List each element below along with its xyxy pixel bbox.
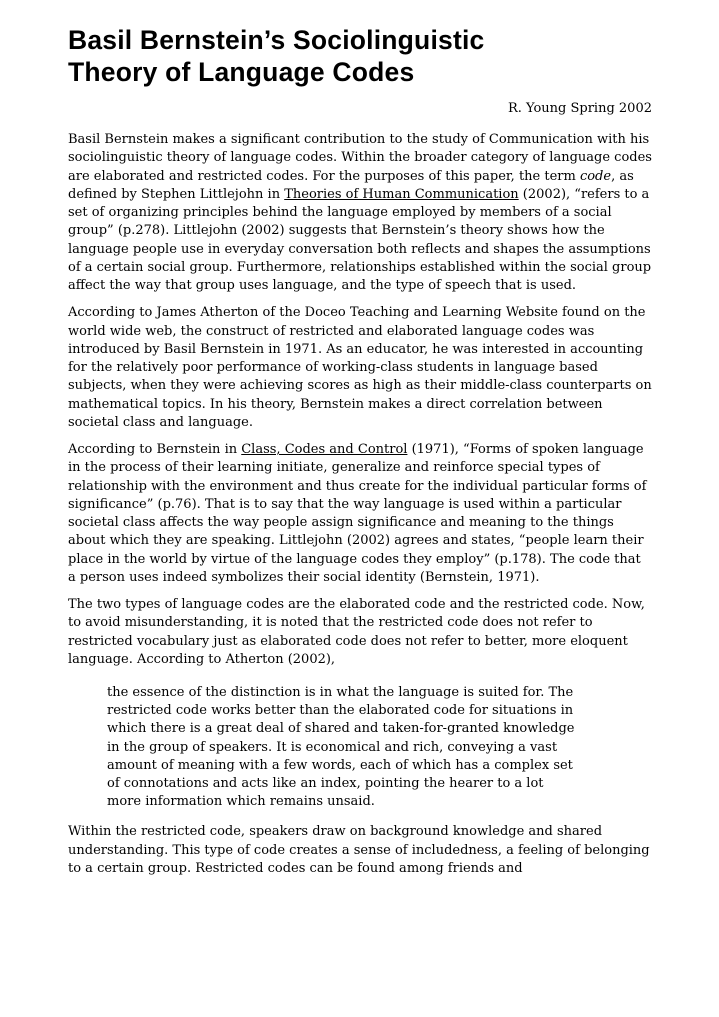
paragraph-5: Within the restricted code, speakers draw on background knowledge and shared understanding. This type of code creates a sense of includedness, a feeling of belonging to a certain group. Restricted codes can be found among friends and bbox=[68, 824, 650, 876]
paragraph-3-text-a: According to Bernstein in bbox=[68, 442, 242, 457]
quote-line: restricted code works better than the elaborated code for situations in bbox=[107, 703, 574, 719]
paragraph-1-text-c: , as defined by Stephen Littlejohn in bbox=[68, 168, 634, 202]
term-code: code bbox=[579, 168, 612, 184]
paragraph-4: The two types of language codes are the elaborated code and the restricted code. Now, to avoid misunderstanding, it is noted that the restricted code does not refer to restricted vocabulary just as elaborated code does not refer to better, more eloquent language. According to Atherton (2002), bbox=[68, 597, 645, 667]
book-title-theories: Theories of Human Communication bbox=[284, 186, 519, 202]
book-title-class-codes: Class, Codes and Control bbox=[241, 442, 408, 457]
paragraph-3 bbox=[68, 441, 652, 587]
block-quote bbox=[107, 684, 652, 811]
title-line-2: Theory of Language Codes bbox=[68, 57, 415, 87]
quote-line: the essence of the distinction is in what the language is suited for. The bbox=[107, 685, 574, 700]
quote-line: amount of meaning with a few words, each of which has a complex set bbox=[107, 757, 573, 773]
paragraph-2: According to James Atherton of the Doceo Teaching and Learning Website found on the world wide web, the construct of restricted and elaborated language codes was introduced by Basil Bernstein in 1971. As an educator, he was interested in accounting for the relatively poor performance of working-class students in language based subjects, when they were achieving scores as high as their middle-class counterparts on mathematical topics. In his theory, Bernstein makes a direct correlation between societal class and language. bbox=[68, 305, 652, 430]
document-page bbox=[68, 24, 652, 878]
document-title bbox=[68, 24, 652, 88]
author-line: R. Young Spring 2002 bbox=[507, 101, 652, 116]
title-line-1: Basil Bernstein’s Sociolinguistic bbox=[68, 25, 485, 55]
paragraph-1-text-a: Basil Bernstein makes a significant contribution to the study of Communication with his sociolinguistic theory of language codes. Within the broader category of language codes are elaborated and restricted codes. For the purposes of this paper, the term bbox=[68, 132, 652, 184]
quote-line: more information which remains unsaid. bbox=[107, 794, 375, 810]
quote-line: in the group of speakers. It is economical and rich, conveying a vast bbox=[107, 739, 558, 755]
paragraph-3-text-c: (1971), “Forms of spoken language in the process of their learning initiate, generalize and reinforce special types of relationship with the environment and thus create for the individual particular forms of significance” (p.76). That is to say that the way language is used within a particular societal class affects the way people assign significance and meaning to the things about which they are speaking. Littlejohn (2002) agrees and states, “people learn their place in the world by virtue of the language codes they employ” (p.178). The code that a person uses indeed symbolizes their social identity (Bernstein, 1971). bbox=[68, 442, 647, 585]
quote-line: of connotations and acts like an index, pointing the hearer to a lot bbox=[107, 776, 544, 792]
paragraph-1-text-e: (2002), “refers to a set of organizing principles behind the language employed by members of a social group” (p.278). Littlejohn (2002) suggests that Bernstein’s theory shows how the language people use in everyday conversation both reflects and shapes the assumptions of a certain social group. Furthermore, relationships established within the social group affect the way that group uses language, and the type of speech that is used. bbox=[68, 186, 652, 293]
quote-line: which there is a great deal of shared and taken-for-granted knowledge bbox=[107, 721, 575, 737]
paragraph-1 bbox=[68, 131, 652, 295]
